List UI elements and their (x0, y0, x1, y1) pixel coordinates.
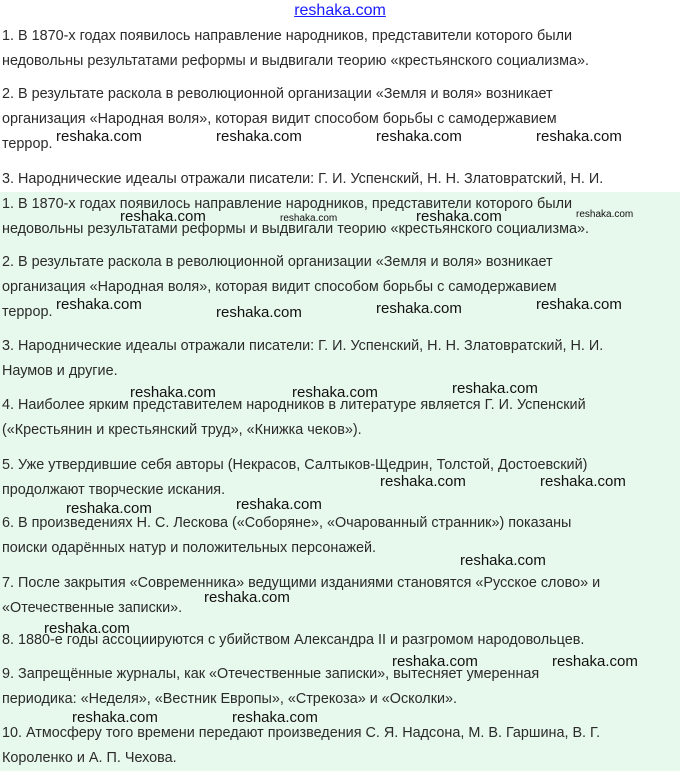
watermark: reshaka.com (236, 496, 322, 513)
watermark: reshaka.com (130, 384, 216, 401)
top-text-block (0, 24, 680, 194)
list-line: 3. Народнические идеалы отражали писатели: Г. И. Успенский, Н. Н. Златовратский, Н. И. (2, 338, 604, 354)
watermark: reshaka.com (216, 128, 302, 145)
watermark: reshaka.com (204, 589, 290, 606)
watermark: reshaka.com (232, 709, 318, 726)
watermark: reshaka.com (72, 709, 158, 726)
top-line: 1. В 1870-х годах появилось направление народников, представители которого были (2, 28, 573, 44)
watermark: reshaka.com (460, 552, 546, 569)
watermark: reshaka.com (56, 128, 142, 145)
watermark: reshaka.com (216, 304, 302, 321)
top-line: террор. (2, 136, 53, 152)
list-line: продолжают творческие искания. (2, 482, 226, 498)
watermark: reshaka.com (536, 296, 622, 313)
top-line: 3. Народнические идеалы отражали писатели: Г. И. Успенский, Н. Н. Златовратский, Н. И. (2, 171, 604, 187)
list-line: 9. Запрещённые журналы, как «Отечественные записки», вытесняет умеренная (2, 666, 540, 682)
watermark: reshaka.com (392, 653, 478, 670)
watermark: reshaka.com (576, 209, 634, 220)
list-line: Наумов и другие. (2, 363, 118, 379)
list-line: 2. В результате раскола в революционной организации «Земля и воля» возникает (2, 254, 553, 270)
watermark: reshaka.com (380, 473, 466, 490)
watermark: reshaka.com (292, 384, 378, 401)
watermark: reshaka.com (552, 653, 638, 670)
watermark: reshaka.com (416, 208, 502, 225)
list-line: организация «Народная воля», которая видит способом борьбы с самодержавием (2, 279, 557, 295)
list-line: Короленко и А. П. Чехова. (2, 750, 177, 766)
list-line: 10. Атмосферу того времени передают произведения С. Я. Надсона, М. В. Гаршина, В. Г. (2, 725, 601, 741)
watermark: reshaka.com (536, 128, 622, 145)
list-line: 8. 1880-е годы ассоциируются с убийством Александра II и разгромом народовольцев. (2, 632, 585, 648)
list-line: 7. После закрытия «Современника» ведущими изданиями становятся «Русское слово» и (2, 575, 601, 591)
watermark: reshaka.com (452, 380, 538, 397)
watermark: reshaka.com (66, 500, 152, 517)
top-line: организация «Народная воля», которая видит способом борьбы с самодержавием (2, 111, 557, 127)
list-line: 5. Уже утвердившие себя авторы (Некрасов, Салтыков-Щедрин, Толстой, Достоевский) (2, 457, 588, 473)
list-line: 6. В произведениях Н. С. Лескова («Соборяне», «Очарованный странник») показаны (2, 515, 572, 531)
list-line: («Крестьянин и крестьянский труд», «Книжка чеков»). (2, 422, 362, 438)
top-line: недовольны результатами реформы и выдвигали теорию «крестьянского социализма». (2, 53, 589, 69)
watermark: reshaka.com (376, 300, 462, 317)
watermark: reshaka.com (44, 620, 130, 637)
site-link[interactable]: reshaka.com (294, 2, 386, 19)
list-line: периодика: «Неделя», «Вестник Европы», «Стрекоза» и «Осколки». (2, 691, 458, 707)
list-line: 1. В 1870-х годах появилось направление народников, представители которого были (2, 196, 573, 212)
top-line: 2. В результате раскола в революционной организации «Земля и воля» возникает (2, 86, 553, 102)
watermark: reshaka.com (56, 296, 142, 313)
list-line: поиски одарённых натур и положительных персонажей. (2, 540, 377, 556)
watermark: reshaka.com (280, 213, 338, 224)
watermark: reshaka.com (376, 128, 462, 145)
list-line: террор. (2, 304, 53, 320)
list-line: «Отечественные записки». (2, 600, 183, 616)
list-line: недовольны результатами реформы и выдвигали теорию «крестьянского социализма». (2, 221, 589, 237)
watermark: reshaka.com (540, 473, 626, 490)
list-line: 4. Наиболее ярким представителем народников в литературе является Г. И. Успенский (2, 397, 586, 413)
watermark: reshaka.com (120, 208, 206, 225)
